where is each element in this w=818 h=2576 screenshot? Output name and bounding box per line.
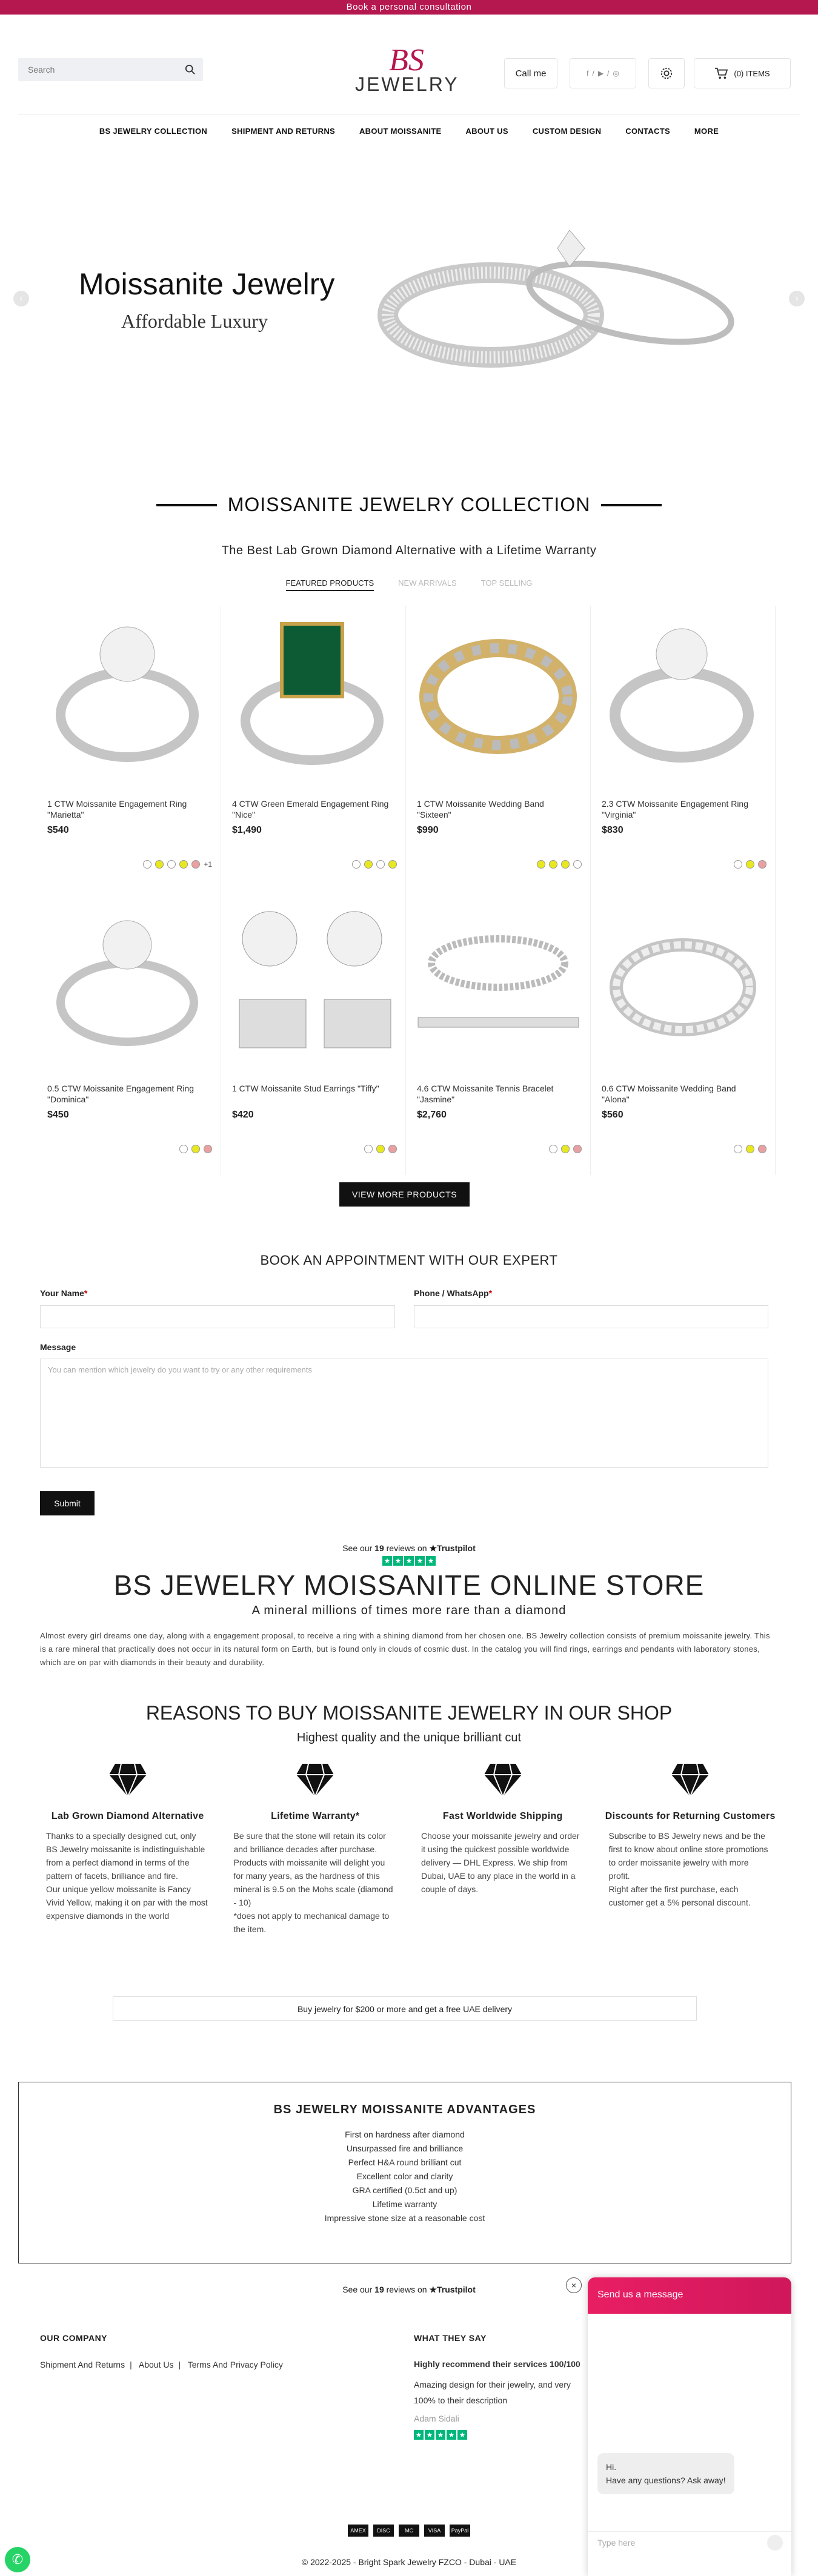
- search-input[interactable]: [18, 58, 170, 81]
- whatsapp-icon[interactable]: ✆: [5, 2547, 30, 2572]
- reason-title: Discounts for Returning Customers: [605, 1811, 776, 1821]
- product-price: $540: [47, 825, 69, 835]
- swatch-white[interactable]: [143, 860, 151, 869]
- appointment-title: BOOK AN APPOINTMENT WITH OUR EXPERT: [260, 1253, 558, 1268]
- footer-link-shipment[interactable]: Shipment And Returns: [40, 2360, 125, 2369]
- rating-stars: ★ ★ ★ ★ ★: [382, 1556, 436, 1566]
- hero-rings-image: [376, 230, 788, 376]
- nav-about-moissanite[interactable]: ABOUT MOISSANITE: [359, 127, 442, 136]
- slider-next-icon[interactable]: ›: [789, 291, 805, 306]
- nav-contacts[interactable]: CONTACTS: [625, 127, 670, 136]
- swatch-yellow[interactable]: [191, 1145, 200, 1153]
- footer-links: Shipment And Returns | About Us | Terms And Privacy Policy: [40, 2360, 283, 2369]
- social-links: f / ▶ / ◎: [570, 58, 636, 88]
- discover-icon: DISC: [373, 2525, 394, 2537]
- trustpilot-widget-footer[interactable]: See our 19 reviews on ★Trustpilot: [342, 2285, 476, 2294]
- product-image: [597, 612, 770, 787]
- reason-item: [40, 1763, 216, 1936]
- name-field[interactable]: [40, 1305, 395, 1328]
- chat-widget[interactable]: [571, 2277, 791, 2576]
- swatch-white[interactable]: [734, 860, 742, 869]
- diamond-icon: [108, 1763, 148, 1798]
- product-card[interactable]: [36, 890, 221, 1175]
- swatch-yellow[interactable]: [549, 860, 557, 869]
- amex-icon: AMEX: [348, 2525, 368, 2537]
- product-card[interactable]: [406, 890, 591, 1175]
- advantages-box: [18, 2082, 791, 2263]
- review-text: Amazing design for their jewelry, and very 100% to their description: [414, 2380, 571, 2405]
- product-card[interactable]: [221, 606, 406, 890]
- chat-header: Send us a message: [588, 2277, 791, 2314]
- advantage-item: Perfect H&A round brilliant cut: [348, 2157, 462, 2167]
- product-name[interactable]: 1 CTW Moissanite Wedding Band "Sixteen": [417, 799, 544, 819]
- search-box[interactable]: [18, 58, 203, 81]
- swatch-white[interactable]: [573, 860, 582, 869]
- instagram-icon[interactable]: ◎: [613, 69, 619, 78]
- phone-label: Phone / WhatsApp*: [414, 1288, 493, 1298]
- advantages-title: BS JEWELRY MOISSANITE ADVANTAGES: [273, 2103, 536, 2116]
- footer-link-terms[interactable]: Terms And Privacy Policy: [187, 2360, 283, 2369]
- product-image: [412, 612, 585, 787]
- footer-review: [414, 2356, 590, 2442]
- swatch-white[interactable]: [179, 1145, 188, 1153]
- product-price: $450: [47, 1110, 69, 1120]
- product-image: [412, 896, 585, 1072]
- cart-icon: [714, 67, 728, 79]
- trustpilot-widget[interactable]: See our 19 reviews on ★Trustpilot ★ ★ ★ ★ ★: [342, 1543, 476, 1565]
- swatch-yellow[interactable]: [561, 1145, 570, 1153]
- reason-text: Thanks to a specially designed cut, only BS Jewelry moissanite is indistinguishable from a perfect diamond in terms of the pattern of facets, brilliance and fire.: [46, 1831, 205, 1881]
- tab-top-selling[interactable]: TOP SELLING: [480, 578, 533, 588]
- send-icon[interactable]: [767, 2535, 783, 2551]
- call-me-button[interactable]: Call me: [504, 58, 557, 88]
- nav-about-us[interactable]: ABOUT US: [465, 127, 508, 136]
- advantage-item: Unsurpassed fire and brilliance: [346, 2144, 464, 2153]
- reason-text: Right after the first purchase, each customer get a 5% personal discount.: [608, 1884, 751, 1907]
- swatch-white[interactable]: [376, 860, 385, 869]
- facebook-icon[interactable]: f: [587, 69, 589, 78]
- product-price: $2,760: [417, 1110, 447, 1120]
- reason-text: Subscribe to BS Jewelry news and be the first to know about online store promotions to order moissanite jewelry with more profit.: [608, 1831, 768, 1881]
- cart-button[interactable]: [694, 58, 791, 88]
- nav-custom-design[interactable]: CUSTOM DESIGN: [532, 127, 602, 136]
- reasons-subtitle: Highest quality and the unique brilliant cut: [296, 1731, 522, 1744]
- reason-text: Our unique yellow moissanite is Fancy Vivid Yellow, making it on par with the most expensive diamonds in the world: [46, 1884, 208, 1921]
- tab-new-arrivals[interactable]: NEW ARRIVALS: [398, 578, 457, 588]
- hero-subtitle: Affordable Luxury: [121, 310, 268, 332]
- store-title: BS JEWELRY MOISSANITE ONLINE STORE: [113, 1569, 705, 1601]
- paypal-icon: PayPal: [450, 2525, 470, 2537]
- store-description: Almost every girl dreams one day, along with a engagement proposal, to receive a ring with a shining diamond from her chosen one. BS Jewelry collection consists of premium moissanite jewelry. This is a rare mineral that practically does not occur in its natural form on Earth, but is found only in clouds of cosmic dust. In the catalog you will find rings, earrings and pendants with laboratory stones, which are on par with diamonds in their beauty and durability.: [40, 1631, 770, 1667]
- review-stars: ★ ★ ★ ★ ★: [414, 2430, 467, 2440]
- reason-text: Choose your moissanite jewelry and order it using the quickest possible worldwide delivery — DHL Express. We ship from Dubai, UAE to any place in the world in a couple of days.: [421, 1831, 580, 1894]
- swatch-white[interactable]: [549, 1145, 557, 1153]
- nav-more[interactable]: MORE: [694, 127, 719, 136]
- color-swatches: [734, 1145, 766, 1153]
- diamond-icon: [670, 1763, 710, 1798]
- diamond-icon: [295, 1763, 335, 1798]
- product-name[interactable]: 2.3 CTW Moissanite Engagement Ring "Virginia": [602, 799, 748, 819]
- chat-message: Hi. Have any questions? Ask away!: [597, 2453, 734, 2494]
- hero-slider[interactable]: [0, 145, 818, 454]
- reason-text: *does not apply to mechanical damage to the item.: [233, 1911, 390, 1934]
- product-card[interactable]: [36, 606, 221, 890]
- swatch-yellow[interactable]: [537, 860, 545, 869]
- cart-count: (0) ITEMS: [734, 68, 770, 78]
- swatch-yellow[interactable]: [561, 860, 570, 869]
- collection-title: MOISSANITE JEWELRY COLLECTION: [227, 494, 591, 515]
- product-name[interactable]: 0.5 CTW Moissanite Engagement Ring "Dominica": [47, 1084, 194, 1104]
- name-label: Your Name*: [40, 1288, 88, 1298]
- product-grid-row-1: [36, 606, 776, 890]
- product-image: [227, 612, 400, 787]
- product-image: [42, 896, 215, 1072]
- color-swatches: [549, 1145, 582, 1153]
- swatch-rose[interactable]: [204, 1145, 212, 1153]
- reasons-title: REASONS TO BUY MOISSANITE JEWELRY IN OUR SHOP: [145, 1702, 673, 1724]
- swatch-yellow[interactable]: [746, 860, 754, 869]
- copyright: © 2022-2025 - Bright Spark Jewelry FZCO - Dubai - UAE: [301, 2557, 517, 2567]
- product-image: [597, 896, 770, 1072]
- main-nav: [0, 121, 818, 142]
- message-label: Message: [40, 1342, 76, 1352]
- swatch-white[interactable]: [734, 1145, 742, 1153]
- product-name[interactable]: 4.6 CTW Moissanite Tennis Bracelet "Jasmine": [417, 1084, 554, 1104]
- product-card[interactable]: [406, 606, 591, 890]
- footer-company-title: OUR COMPANY: [40, 2333, 108, 2343]
- advantage-item: Lifetime warranty: [372, 2199, 437, 2209]
- phone-field[interactable]: [414, 1305, 768, 1328]
- nav-shipment[interactable]: SHIPMENT AND RETURNS: [231, 127, 335, 136]
- swatch-yellow[interactable]: [746, 1145, 754, 1153]
- advantage-item: Impressive stone size at a reasonable cost: [324, 2213, 485, 2223]
- consultation-bar[interactable]: [0, 0, 818, 15]
- search-icon[interactable]: [185, 64, 196, 75]
- youtube-icon[interactable]: ▶: [597, 69, 604, 78]
- advantage-item: Excellent color and clarity: [356, 2171, 453, 2181]
- footer-link-about[interactable]: About Us: [138, 2360, 174, 2369]
- color-swatches: [143, 860, 212, 869]
- close-icon[interactable]: ×: [566, 2277, 582, 2293]
- swatch-rose[interactable]: [191, 860, 200, 869]
- product-card[interactable]: [591, 890, 776, 1175]
- swatch-rose[interactable]: [758, 860, 766, 869]
- swatch-yellow[interactable]: [388, 860, 397, 869]
- diamond-icon: [483, 1763, 523, 1798]
- swatch-yellow[interactable]: [364, 860, 373, 869]
- product-price: $990: [417, 825, 439, 835]
- advantage-item: GRA certified (0.5ct and up): [352, 2185, 457, 2195]
- reason-title: Lab Grown Diamond Alternative: [51, 1811, 204, 1821]
- free-delivery-banner: Buy jewelry for $200 or more and get a free UAE delivery: [113, 1996, 697, 2021]
- color-swatches: [352, 860, 397, 869]
- product-price: $830: [602, 825, 623, 835]
- message-textarea[interactable]: You can mention which jewelry do you want to try or any other requirements: [40, 1359, 768, 1468]
- product-grid-row-2: [36, 890, 776, 1175]
- product-price: $420: [232, 1110, 254, 1120]
- swatch-rose[interactable]: [388, 1145, 397, 1153]
- tab-featured[interactable]: FEATURED PRODUCTS: [286, 578, 374, 591]
- nav-collection[interactable]: BS JEWELRY COLLECTION: [99, 127, 208, 136]
- reason-text: Products with moissanite will delight you for many years, as the hardness of this mineral is 9.5 on the Mohs scale (diamond - 10): [233, 1858, 393, 1907]
- hero-title: Moissanite Jewelry: [79, 267, 335, 301]
- reason-title: Lifetime Warranty*: [271, 1811, 360, 1821]
- product-tabs: [0, 578, 818, 591]
- product-name[interactable]: 0.6 CTW Moissanite Wedding Band "Alona": [602, 1084, 736, 1104]
- swatch-yellow[interactable]: [376, 1145, 385, 1153]
- collection-subtitle: The Best Lab Grown Diamond Alternative with a Lifetime Warranty: [221, 544, 597, 557]
- footer-reviews-title: WHAT THEY SAY: [414, 2333, 487, 2343]
- swatch-yellow[interactable]: [155, 860, 164, 869]
- color-swatches: [364, 1145, 397, 1153]
- reason-title: Fast Worldwide Shipping: [442, 1811, 563, 1821]
- reasons-grid: [40, 1763, 778, 1936]
- more-swatches[interactable]: +1: [204, 860, 212, 869]
- settings-button[interactable]: [648, 58, 685, 88]
- swatch-yellow[interactable]: [179, 860, 188, 869]
- product-name[interactable]: 1 CTW Moissanite Engagement Ring "Marietta": [47, 799, 187, 819]
- collection-title-row: [0, 494, 818, 516]
- color-swatches: [734, 860, 766, 869]
- chat-input[interactable]: Type here: [588, 2531, 791, 2555]
- gear-icon: [660, 67, 673, 80]
- reason-item: [228, 1763, 404, 1936]
- swatch-rose[interactable]: [573, 1145, 582, 1153]
- view-more-button[interactable]: VIEW MORE PRODUCTS: [339, 1182, 470, 1207]
- swatch-white[interactable]: [167, 860, 176, 869]
- product-card[interactable]: [591, 606, 776, 890]
- review-title: Highly recommend their services 100/100: [414, 2359, 580, 2369]
- advantage-item: First on hardness after diamond: [345, 2130, 465, 2139]
- logo[interactable]: [355, 44, 458, 94]
- review-author: Adam Sidali: [414, 2414, 459, 2423]
- logo-word: JEWELRY: [355, 73, 459, 95]
- reason-item: [415, 1763, 591, 1936]
- mastercard-icon: MC: [399, 2525, 419, 2537]
- product-name[interactable]: 1 CTW Moissanite Stud Earrings "Tiffy": [232, 1084, 379, 1093]
- color-swatches: [179, 1145, 212, 1153]
- product-image: [42, 612, 215, 787]
- product-image: [227, 896, 400, 1072]
- submit-button[interactable]: Submit: [40, 1491, 95, 1515]
- color-swatches: [537, 860, 582, 869]
- visa-icon: VISA: [424, 2525, 445, 2537]
- reason-text: Be sure that the stone will retain its color and brilliance decades after purchase.: [233, 1831, 386, 1854]
- product-price: $1,490: [232, 825, 262, 835]
- product-price: $560: [602, 1110, 623, 1120]
- swatch-rose[interactable]: [758, 1145, 766, 1153]
- product-card[interactable]: [221, 890, 406, 1175]
- store-subtitle: A mineral millions of times more rare than a diamond: [251, 1604, 567, 1617]
- product-name[interactable]: 4 CTW Green Emerald Engagement Ring "Nice": [232, 799, 389, 819]
- logo-mark: BS: [389, 43, 424, 78]
- slider-prev-icon[interactable]: ‹: [13, 291, 29, 306]
- reason-item: [603, 1763, 779, 1936]
- header: [0, 15, 818, 136]
- swatch-white[interactable]: [364, 1145, 373, 1153]
- consultation-link[interactable]: Book a personal consultation: [346, 2, 472, 12]
- swatch-white[interactable]: [352, 860, 361, 869]
